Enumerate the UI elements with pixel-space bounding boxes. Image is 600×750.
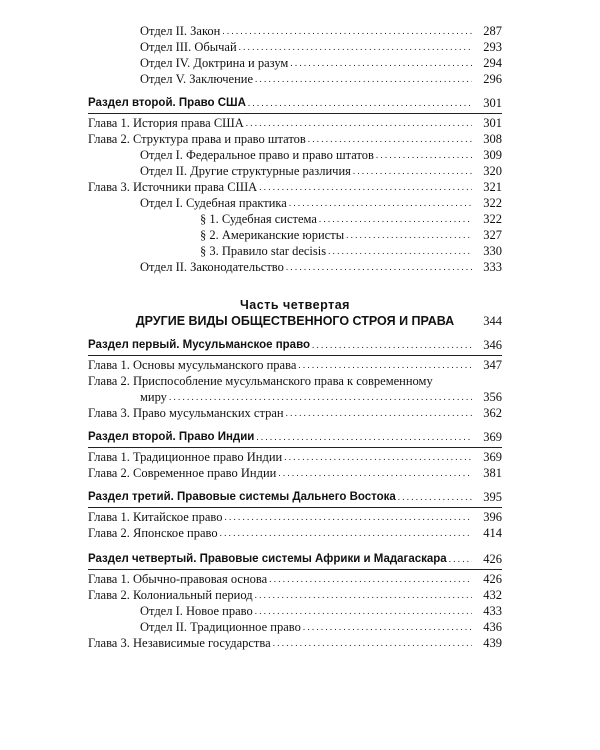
- entry-label: § 2. Американские юристы: [200, 228, 345, 242]
- entry-label: Глава 1. Китайское право: [88, 510, 223, 524]
- toc-entry: [140, 40, 502, 55]
- toc-entry: [140, 604, 502, 619]
- toc-entry: [200, 244, 502, 259]
- section-title: Раздел четвертый. Правовые системы Африки и Мадагаскара: [88, 553, 447, 565]
- part-title: Часть четвертая: [240, 298, 350, 312]
- toc-entry: [88, 132, 502, 147]
- section-title: Раздел третий. Правовые системы Дальнего Востока: [88, 491, 396, 503]
- section-page: 395: [483, 490, 502, 504]
- entry-page: 330: [483, 244, 502, 258]
- toc-entry: [88, 466, 502, 481]
- entry-label: Глава 1. Обычно-правовая основа: [88, 572, 268, 586]
- entry-label: Глава 2. Японское право: [88, 526, 218, 540]
- entry-label: Отдел III. Обычай: [140, 40, 237, 54]
- entry-page: 308: [483, 132, 502, 146]
- toc-entry: [140, 196, 502, 211]
- entry-label: Глава 2. Современное право Индии: [88, 466, 277, 480]
- toc-entry: [140, 390, 502, 405]
- section-title: Раздел второй. Право США: [88, 97, 246, 109]
- entry-page: 356: [483, 390, 502, 404]
- entry-page: 414: [483, 526, 502, 540]
- section-page: 301: [483, 96, 502, 110]
- entry-page: 287: [483, 24, 502, 38]
- section-title: Раздел первый. Мусульманское право: [88, 339, 311, 351]
- entry-label: Отдел II. Закон: [140, 24, 221, 38]
- entry-label: Отдел II. Другие структурные различия: [140, 164, 351, 178]
- toc-entry: [88, 588, 502, 603]
- section-page: 346: [483, 338, 502, 352]
- entry-label: Глава 3. Источники права США: [88, 180, 258, 194]
- toc-entry: [88, 526, 502, 541]
- section-rule: [88, 355, 502, 356]
- entry-label: миру: [140, 390, 167, 404]
- entry-label: Отдел II. Законодательство: [140, 260, 284, 274]
- section-rule: [88, 113, 502, 114]
- section-rule: [88, 447, 502, 448]
- part-page: 344: [483, 314, 502, 328]
- entry-page: 396: [483, 510, 502, 524]
- entry-label: Отдел I. Федеральное право и право штатов: [140, 148, 374, 162]
- entry-page: 322: [483, 212, 502, 226]
- entry-label: Глава 1. История права США: [88, 116, 244, 130]
- toc-entry: [140, 56, 502, 71]
- toc-entry: [140, 72, 502, 87]
- entry-page: 362: [483, 406, 502, 420]
- entry-page: 301: [483, 116, 502, 130]
- entry-page: 321: [483, 180, 502, 194]
- toc-entry: [88, 180, 502, 195]
- toc-entry: [140, 24, 502, 39]
- toc-entry: [140, 260, 502, 275]
- entry-page: 433: [483, 604, 502, 618]
- section-page: 426: [483, 552, 502, 566]
- entry-label: § 1. Судебная система: [200, 212, 317, 226]
- entry-label: Глава 1. Традиционное право Индии: [88, 450, 283, 464]
- toc-entry-line: Глава 2. Приспособление мусульманского права к современному: [88, 374, 433, 388]
- section-title: Раздел второй. Право Индии: [88, 431, 255, 443]
- entry-label: Глава 1. Основы мусульманского права: [88, 358, 297, 372]
- toc-entry: [140, 148, 502, 163]
- entry-label: Отдел IV. Доктрина и разум: [140, 56, 289, 70]
- section-heading-fareast: [88, 490, 502, 505]
- section-heading-muslim: [88, 338, 502, 353]
- toc-entry: [88, 116, 502, 131]
- toc-entry: [88, 572, 502, 587]
- section-heading-africa: [88, 552, 502, 567]
- section-heading-india: [88, 430, 502, 445]
- toc-entry: [88, 450, 502, 465]
- entry-page: 381: [483, 466, 502, 480]
- part-subtitle: ДРУГИЕ ВИДЫ ОБЩЕСТВЕННОГО СТРОЯ И ПРАВА: [135, 314, 455, 328]
- entry-page: 436: [483, 620, 502, 634]
- section-page: 369: [483, 430, 502, 444]
- entry-page: 294: [483, 56, 502, 70]
- section-heading-usa: [88, 96, 502, 111]
- section-rule: [88, 507, 502, 508]
- entry-page: 293: [483, 40, 502, 54]
- section-rule: [88, 569, 502, 570]
- toc-entry: [88, 510, 502, 525]
- entry-label: Глава 3. Независимые государства: [88, 636, 271, 650]
- entry-label: Отдел V. Заключение: [140, 72, 254, 86]
- entry-label: § 3. Правило star decisis: [200, 244, 327, 258]
- entry-label: Отдел II. Традиционное право: [140, 620, 301, 634]
- entry-label: Глава 3. Право мусульманских стран: [88, 406, 284, 420]
- entry-page: 432: [483, 588, 502, 602]
- entry-page: 439: [483, 636, 502, 650]
- entry-label: Глава 2. Структура права и право штатов: [88, 132, 306, 146]
- toc-entry: [88, 358, 502, 373]
- toc-entry: [200, 228, 502, 243]
- entry-page: 426: [483, 572, 502, 586]
- entry-label: Глава 2. Колониальный период: [88, 588, 253, 602]
- entry-page: 333: [483, 260, 502, 274]
- toc-entry: [140, 164, 502, 179]
- entry-label: Отдел I. Новое право: [140, 604, 253, 618]
- entry-page: 296: [483, 72, 502, 86]
- entry-page: 369: [483, 450, 502, 464]
- toc-entry: [88, 636, 502, 651]
- entry-page: 327: [483, 228, 502, 242]
- entry-page: 322: [483, 196, 502, 210]
- entry-page: 320: [483, 164, 502, 178]
- toc-entry: [140, 620, 502, 635]
- entry-page: 347: [483, 358, 502, 372]
- entry-page: 309: [483, 148, 502, 162]
- toc-entry: [88, 406, 502, 421]
- toc-entry: [200, 212, 502, 227]
- entry-label: Отдел I. Судебная практика: [140, 196, 287, 210]
